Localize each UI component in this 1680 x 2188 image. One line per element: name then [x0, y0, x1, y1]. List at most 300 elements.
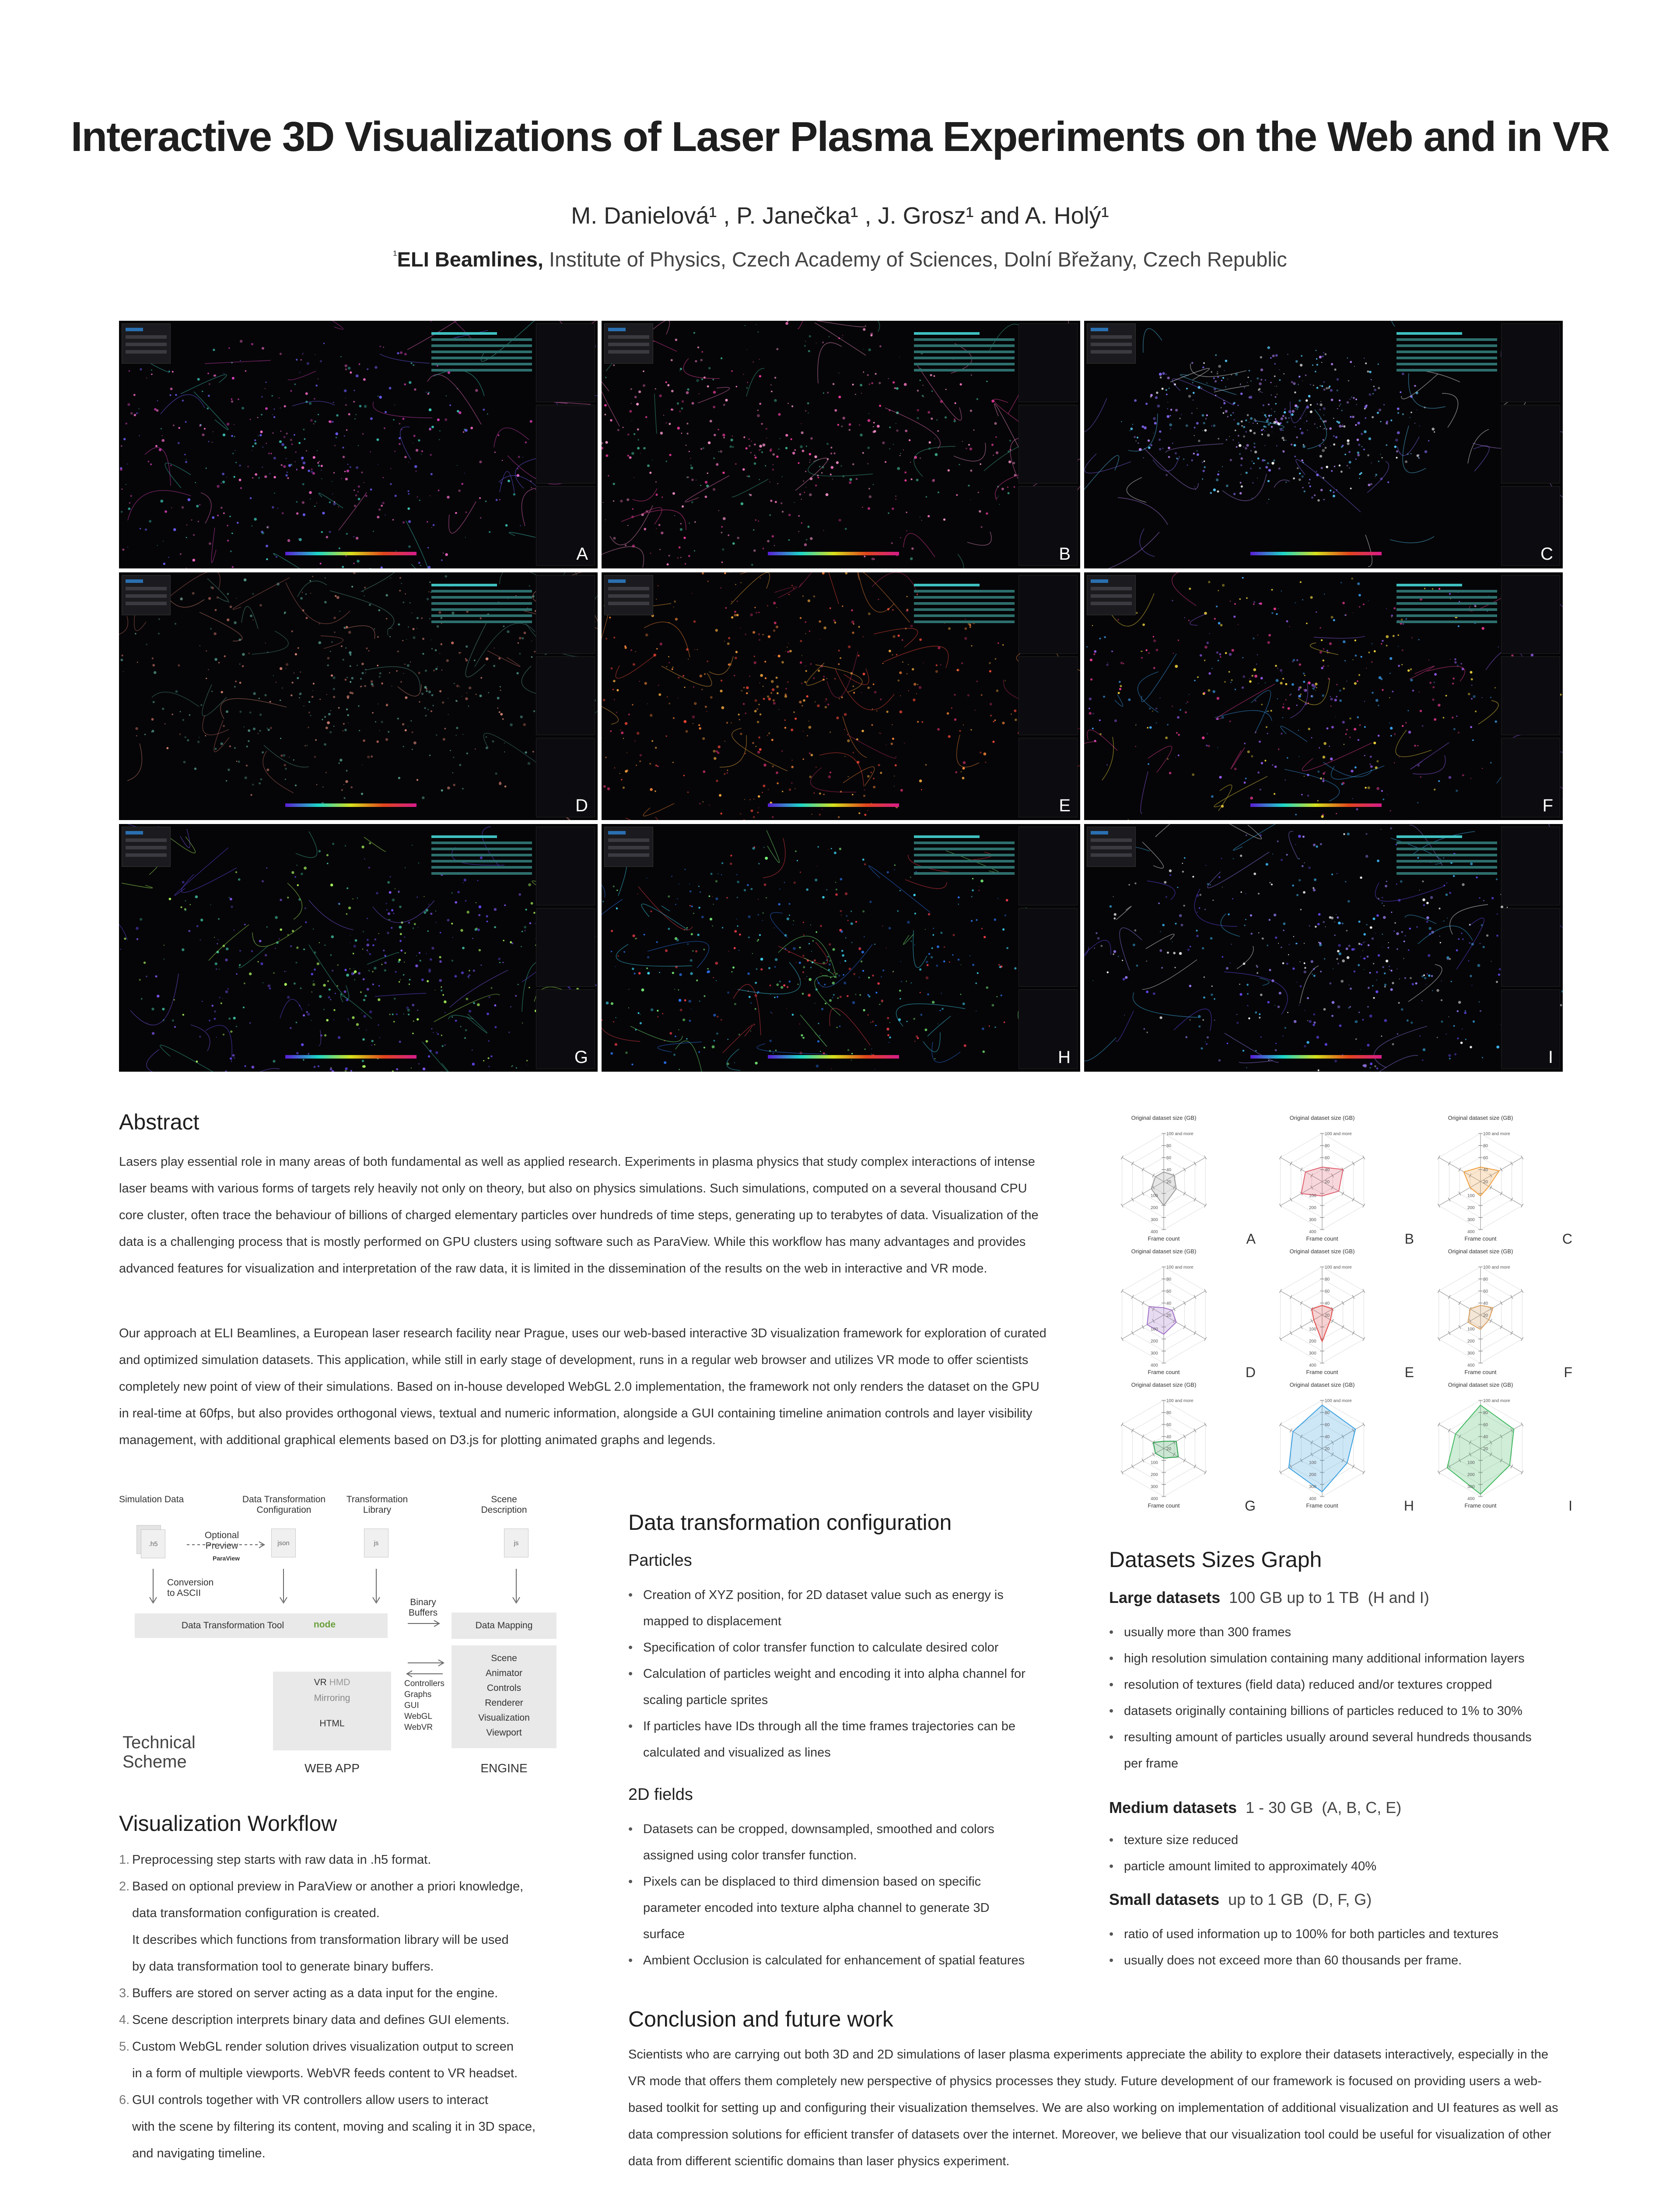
workflow-step-number: 4.	[119, 2013, 130, 2027]
medium-label: Medium datasets	[1109, 1799, 1237, 1816]
radar-tick-label: 100 and more	[1483, 1265, 1510, 1270]
info-title-line	[1396, 835, 1462, 838]
radar-axis-title-top: Original dataset size (GB)	[1289, 1115, 1355, 1121]
radar-axis-title-bottom: Frame count	[1148, 1502, 1180, 1509]
info-title-line	[914, 835, 980, 838]
info-text-line	[431, 369, 532, 372]
list-item: • usually more than 300 frames	[1109, 1619, 1568, 1645]
radar-chart-plot	[1256, 1245, 1414, 1381]
panel-gui-controls[interactable]	[122, 827, 171, 867]
orthogonal-view[interactable]	[1501, 908, 1560, 987]
gui-control-row[interactable]	[608, 335, 649, 339]
radar-tick-label: 100	[1467, 1193, 1475, 1199]
radar-tick-label: 40	[1166, 1301, 1172, 1306]
list-item: parameter encoded into texture alpha channel to generate 3D	[643, 1901, 990, 1915]
workflow-step-text: GUI controls together with VR controllers allow users to interact	[132, 2093, 488, 2107]
info-text-line	[914, 344, 1015, 347]
radar-chart	[1415, 1112, 1572, 1247]
web-app-interface: Controllers	[404, 1679, 444, 1688]
radar-tick-label: 100 and more	[1166, 1265, 1194, 1270]
gui-control-row[interactable]	[1091, 579, 1108, 583]
orthogonal-view[interactable]	[536, 827, 595, 905]
info-text-line	[914, 872, 1015, 875]
gui-control-row[interactable]	[1091, 587, 1132, 590]
visualization-panel[interactable]	[119, 572, 598, 820]
radar-chart-plot	[1415, 1245, 1572, 1381]
info-text-line	[1396, 608, 1497, 611]
info-text-line	[1396, 369, 1497, 372]
engine-component: Renderer	[485, 1698, 523, 1708]
info-text-line	[914, 608, 1015, 611]
radar-tick-label: 200	[1467, 1339, 1475, 1344]
radar-tick-label: 300	[1309, 1484, 1316, 1490]
radar-tick-label: 200	[1467, 1473, 1475, 1477]
radar-axis-title-top: Original dataset size (GB)	[1289, 1382, 1355, 1388]
info-text-line	[914, 848, 1015, 850]
panel-info-text	[914, 832, 1015, 878]
radar-tick-label: 400	[1151, 1497, 1158, 1501]
radar-tick-label: 100	[1467, 1460, 1475, 1466]
color-legend-bar	[768, 1055, 899, 1059]
radar-chart-plot	[1256, 1112, 1414, 1247]
workflow-step-number: 2.	[119, 1879, 130, 1893]
workflow-step	[119, 2007, 600, 2034]
gui-control-row[interactable]	[608, 343, 649, 346]
radar-tick-label: 60	[1483, 1156, 1488, 1161]
data-transformation-tool: Data Transformation Tool	[181, 1620, 284, 1630]
workflow-heading: Visualization Workflow	[119, 1811, 337, 1836]
gui-control-row[interactable]	[608, 838, 649, 842]
workflow-step-text: Preprocessing step starts with raw data in .h5 format.	[132, 1853, 431, 1867]
radar-chart-plot	[1098, 1378, 1256, 1514]
workflow-step	[119, 1953, 600, 1980]
gui-control-row[interactable]	[608, 587, 649, 590]
radar-tick-label: 100	[1467, 1327, 1475, 1332]
radar-tick-label: 200	[1309, 1473, 1316, 1477]
radar-axis-title-bottom: Frame count	[1306, 1235, 1338, 1242]
gui-control-row[interactable]	[1091, 831, 1108, 835]
radar-tick-label: 200	[1151, 1206, 1158, 1210]
fields-list	[628, 1816, 1088, 1974]
info-text-line	[431, 357, 532, 359]
radar-chart	[1415, 1378, 1572, 1514]
small-datasets-list	[1109, 1921, 1568, 1974]
gui-control-row[interactable]	[608, 846, 649, 849]
visualization-panel[interactable]	[1084, 321, 1563, 568]
radar-tick-label: 300	[1151, 1351, 1158, 1356]
info-title-line	[431, 332, 497, 335]
info-text-line	[1396, 338, 1497, 341]
info-text-line	[914, 596, 1015, 599]
visualization-panel[interactable]	[1084, 824, 1563, 1072]
radar-axis-title-top: Original dataset size (GB)	[1448, 1382, 1513, 1388]
info-text-line	[1396, 848, 1497, 850]
workflow-step-number: 6.	[119, 2093, 130, 2107]
radar-tick-label: 200	[1151, 1339, 1158, 1344]
orthogonal-view[interactable]	[536, 656, 595, 735]
radar-tick-label: 20	[1166, 1313, 1172, 1318]
engine-label: ENGINE	[480, 1761, 528, 1775]
technical-scheme-diagram	[119, 1490, 574, 1788]
radar-tick-label: 400	[1467, 1363, 1475, 1368]
workflow-step-number: 5.	[119, 2040, 130, 2054]
radar-tick-label: 200	[1309, 1339, 1316, 1344]
visualization-panel[interactable]	[1084, 572, 1563, 820]
orthogonal-view[interactable]	[536, 575, 595, 654]
panel-info-text	[914, 329, 1015, 375]
visualization-panel[interactable]	[119, 824, 598, 1072]
radar-chart-label: H	[1404, 1498, 1414, 1514]
orthogonal-view[interactable]	[1018, 827, 1078, 905]
list-item: calculated and visualized as lines	[643, 1746, 831, 1760]
radar-axis-title-top: Original dataset size (GB)	[1131, 1115, 1197, 1121]
orthogonal-view[interactable]	[536, 323, 595, 402]
gui-control-row[interactable]	[608, 831, 626, 835]
gui-control-row[interactable]	[1091, 838, 1132, 842]
panel-gui-controls[interactable]	[1087, 827, 1136, 867]
radar-tick-label: 100 and more	[1325, 1399, 1352, 1403]
radar-tick-label: 100	[1309, 1193, 1316, 1199]
web-app-interface: GUI	[404, 1701, 419, 1710]
abstract-paragraph-1: Lasers play essential role in many areas of both fundamental as well as applied research. Experiments in plasma physics that study complex interactions of intense laser beams with various forms of targets rely heavily not only on theory, but also on physics simulations. Such simulations, computed on a several thousand CPU core cluster, often trace the behaviour of billions of charged elementary particles over hundreds of time steps, generating up to terabytes of data. Visualization of the data is a challenging process that is mostly performed on GPU clusters using software such as ParaView. While this workflow has many advantages and provides advanced features for visualization and interpretation of the raw data, it is limited in the dissemination of the results on the web in interactive and VR mode.	[119, 1155, 1039, 1276]
info-text-line	[431, 344, 532, 347]
engine-component: Animator	[485, 1668, 523, 1678]
orthogonal-view[interactable]	[1018, 405, 1078, 484]
info-text-line	[431, 621, 532, 623]
radar-tick-label: 20	[1325, 1180, 1330, 1185]
gui-control-row[interactable]	[608, 853, 649, 857]
gui-control-row[interactable]	[126, 594, 167, 598]
info-text-line	[431, 363, 532, 365]
info-text-line	[431, 338, 532, 341]
info-text-line	[1396, 351, 1497, 353]
visualization-panel[interactable]	[119, 321, 598, 568]
radar-tick-label: 20	[1166, 1447, 1172, 1452]
radar-tick-label: 20	[1166, 1180, 1172, 1185]
radar-tick-label: 40	[1325, 1301, 1330, 1306]
info-text-line	[1396, 344, 1497, 347]
radar-chart-plot	[1256, 1378, 1414, 1514]
info-text-line	[431, 872, 532, 875]
info-text-line	[914, 351, 1015, 353]
gui-control-row[interactable]	[1091, 350, 1132, 354]
info-text-line	[431, 596, 532, 599]
gui-control-row[interactable]	[126, 350, 167, 354]
gui-control-row[interactable]	[1091, 343, 1132, 346]
gui-control-row[interactable]	[126, 831, 143, 835]
info-text-line	[914, 860, 1015, 863]
info-text-line	[914, 621, 1015, 623]
panel-gui-controls[interactable]	[604, 323, 653, 364]
info-text-line	[1396, 621, 1497, 623]
info-text-line	[1396, 866, 1497, 869]
binary-buffers-label: Binary Buffers	[408, 1597, 438, 1618]
color-legend-bar	[1250, 552, 1382, 555]
radar-tick-label: 20	[1483, 1180, 1488, 1185]
list-item: • ratio of used information up to 100% for both particles and textures	[1109, 1921, 1568, 1947]
radar-chart	[1256, 1378, 1414, 1514]
conclusion-text: Scientists who are carrying out both 3D and 2D simulations of laser plasma experiments appreciate the ability to explore their datasets interactively, especially in the VR mode that offers them completely new perspective of physics processes they study. Future development of our framework is focused on providing users a web-based toolkit for setting up and configuring their visualization themselves. We are also working on implementation of additional visualization and UI features as well as data compression solutions for efficient transfer of datasets over the internet. Moreover, we believe that our visualization tool could be useful for visualization of other data from different scientific domains than laser physics experiment.	[628, 2048, 1558, 2168]
panel-label: G	[574, 1048, 588, 1067]
radar-chart-label: A	[1246, 1231, 1256, 1247]
gui-control-row[interactable]	[1091, 328, 1108, 331]
affiliation-org: ELI Beamlines,	[397, 248, 543, 271]
orthogonal-view[interactable]	[1501, 323, 1560, 402]
visualization-panel[interactable]	[602, 572, 1080, 820]
radar-chart-plot	[1098, 1245, 1256, 1381]
gui-control-row[interactable]	[1091, 846, 1132, 849]
workflow-step	[119, 1900, 600, 1927]
panel-label: D	[575, 796, 588, 815]
web-app-label: WEB APP	[304, 1761, 360, 1775]
panel-gui-controls[interactable]	[1087, 323, 1136, 364]
gui-control-row[interactable]	[1091, 853, 1132, 857]
radar-tick-label: 80	[1325, 1143, 1330, 1149]
list-item: • Calculation of particles weight and encoding it into alpha channel for	[628, 1661, 1088, 1687]
radar-tick-label: 80	[1166, 1410, 1172, 1416]
radar-axis-title-top: Original dataset size (GB)	[1289, 1248, 1355, 1255]
radar-tick-label: 20	[1325, 1447, 1330, 1452]
dataset-size-radar-charts	[1098, 1112, 1572, 1514]
radar-tick-label: 400	[1467, 1230, 1475, 1234]
color-legend-bar	[768, 552, 899, 555]
radar-chart-plot	[1415, 1378, 1572, 1514]
radar-tick-label: 100 and more	[1325, 1265, 1352, 1270]
info-text-line	[1396, 872, 1497, 875]
panel-gui-controls[interactable]	[122, 323, 171, 364]
orthogonal-view[interactable]	[536, 908, 595, 987]
scene-js-file-icon: js	[504, 1529, 528, 1557]
list-item: scaling particle sprites	[643, 1693, 768, 1707]
gui-control-row[interactable]	[126, 838, 167, 842]
info-text-line	[431, 860, 532, 863]
info-title-line	[1396, 332, 1462, 335]
orthogonal-view[interactable]	[1018, 908, 1078, 987]
panel-gui-controls[interactable]	[122, 575, 171, 615]
radar-tick-label: 200	[1467, 1206, 1475, 1210]
info-text-line	[1396, 860, 1497, 863]
workflow-step-number: 1.	[119, 1853, 130, 1867]
gui-control-row[interactable]	[608, 328, 626, 331]
gui-control-row[interactable]	[608, 579, 626, 583]
author-list: M. Danielová¹ , P. Janečka¹ , J. Grosz¹ and A. Holý¹	[571, 203, 1109, 229]
radar-tick-label: 100	[1309, 1327, 1316, 1332]
gui-control-row[interactable]	[608, 602, 649, 605]
orthogonal-view[interactable]	[536, 405, 595, 484]
radar-tick-label: 100	[1151, 1193, 1158, 1199]
radar-tick-label: 80	[1483, 1143, 1488, 1149]
workflow-step-text: Buffers are stored on server acting as a data input for the engine.	[132, 1986, 498, 2000]
gui-control-row[interactable]	[126, 587, 167, 590]
abstract-paragraph-2: Our approach at ELI Beamlines, a European laser research facility near Prague, uses our web-based interactive 3D visualization framework for exploration of curated and optimized simulation datasets. This application, while still in early stage of development, runs in a regular web browser and utilizes VR mode to offer scientists completely new point of view of their simulations. Based on in-house developed WebGL 2.0 implementation, the framework not only renders the dataset on the GPU in real-time at 60fps, but also provides orthogonal views, textual and numeric information, alongside a GUI containing timeline animation controls and layer visibility management, with additional graphical elements based on D3.js for plotting animated graphs and legends.	[119, 1326, 1046, 1447]
panel-info-text	[914, 580, 1015, 627]
engine-component: Viewport	[486, 1728, 522, 1738]
gui-control-row[interactable]	[608, 350, 649, 354]
panel-info-text	[1396, 832, 1497, 878]
info-text-line	[914, 338, 1015, 341]
info-text-line	[1396, 357, 1497, 359]
panel-info-text	[431, 580, 532, 627]
visualization-panel[interactable]	[602, 321, 1080, 568]
panel-info-text	[1396, 580, 1497, 627]
info-text-line	[914, 842, 1015, 844]
list-item: mapped to displacement	[643, 1614, 781, 1628]
info-title-line	[914, 332, 980, 335]
engine-components	[452, 1651, 556, 1740]
vr-label: VR	[314, 1677, 327, 1687]
radar-tick-label: 300	[1309, 1351, 1316, 1356]
abstract-heading: Abstract	[119, 1110, 200, 1134]
radar-chart	[1098, 1245, 1256, 1381]
gui-control-row[interactable]	[1091, 335, 1132, 339]
gui-control-row[interactable]	[126, 579, 143, 583]
color-legend-bar	[285, 552, 416, 555]
radar-chart-plot	[1415, 1112, 1572, 1247]
info-text-line	[431, 854, 532, 856]
radar-chart	[1098, 1112, 1256, 1247]
workflow-step-text: and navigating timeline.	[132, 2146, 266, 2160]
info-text-line	[914, 602, 1015, 605]
radar-tick-label: 60	[1325, 1156, 1330, 1161]
scheme-transform-library: Transformation Library	[346, 1494, 408, 1515]
panel-label: B	[1059, 544, 1071, 564]
web-app-interface: WebGL	[404, 1712, 433, 1721]
orthogonal-view[interactable]	[1501, 827, 1560, 905]
panel-gui-controls[interactable]	[604, 575, 653, 615]
panel-label: A	[576, 544, 588, 564]
node-logo: node	[313, 1620, 336, 1630]
radar-tick-label: 400	[1309, 1230, 1316, 1234]
panel-gui-controls[interactable]	[1087, 575, 1136, 615]
radar-chart	[1098, 1378, 1256, 1514]
info-text-line	[1396, 590, 1497, 593]
small-ids: (D, F, G)	[1312, 1890, 1372, 1908]
list-item: • Ambient Occlusion is calculated for enhancement of spatial features	[628, 1947, 1088, 1974]
gui-control-row[interactable]	[126, 335, 167, 339]
panel-gui-controls[interactable]	[604, 827, 653, 867]
radar-tick-label: 100	[1151, 1460, 1158, 1466]
large-datasets-list	[1109, 1619, 1568, 1777]
visualization-panel[interactable]	[602, 824, 1080, 1072]
radar-chart-label: B	[1404, 1231, 1414, 1247]
color-legend-bar	[768, 803, 899, 807]
radar-tick-label: 300	[1151, 1484, 1158, 1490]
orthogonal-view[interactable]	[1018, 575, 1078, 654]
radar-tick-label: 400	[1467, 1497, 1475, 1501]
info-title-line	[1396, 584, 1462, 586]
web-app-interface: Graphs	[404, 1690, 432, 1699]
radar-tick-label: 80	[1325, 1410, 1330, 1416]
gui-control-row[interactable]	[126, 853, 167, 857]
radar-tick-label: 40	[1483, 1301, 1488, 1306]
workflow-step-text: Scene description interprets binary data and defines GUI elements.	[132, 2013, 510, 2027]
particles-heading: Particles	[628, 1551, 692, 1570]
list-item: • particle amount limited to approximately 40%	[1109, 1853, 1568, 1879]
info-text-line	[431, 848, 532, 850]
color-legend-bar	[285, 803, 416, 807]
list-item: • resolution of textures (field data) reduced and/or textures cropped	[1109, 1672, 1568, 1698]
panel-info-text	[431, 329, 532, 375]
radar-tick-label: 300	[1467, 1484, 1475, 1490]
radar-tick-label: 20	[1483, 1313, 1488, 1318]
gui-control-row[interactable]	[608, 594, 649, 598]
radar-axis-title-top: Original dataset size (GB)	[1131, 1382, 1197, 1388]
radar-axis-title-bottom: Frame count	[1464, 1235, 1497, 1242]
info-text-line	[914, 357, 1015, 359]
radar-axis-title-bottom: Frame count	[1148, 1369, 1180, 1375]
scheme-scene-description: Scene Description	[481, 1494, 527, 1515]
engine-component: Scene	[491, 1653, 517, 1663]
workflow-step	[119, 1980, 600, 2007]
orthogonal-view[interactable]	[1501, 575, 1560, 654]
radar-tick-label: 300	[1467, 1217, 1475, 1223]
affiliation-mark: ¹	[393, 248, 397, 262]
workflow-step-text: in a form of multiple viewports. WebVR feeds content to VR headset.	[132, 2066, 518, 2080]
gui-control-row[interactable]	[1091, 594, 1132, 598]
info-text-line	[1396, 854, 1497, 856]
radar-tick-label: 80	[1483, 1277, 1488, 1282]
gui-control-row[interactable]	[1091, 602, 1132, 605]
large-datasets-line	[1109, 1588, 1429, 1607]
gui-control-row[interactable]	[126, 846, 167, 849]
scheme-transform-config: Data Transformation Configuration	[242, 1494, 326, 1515]
color-legend-bar	[1250, 803, 1382, 807]
radar-tick-label: 40	[1166, 1168, 1172, 1173]
scheme-simulation-data: Simulation Data	[119, 1494, 184, 1504]
info-text-line	[431, 614, 532, 617]
radar-series-E	[1312, 1305, 1333, 1342]
technical-scheme-title: Technical Scheme	[122, 1733, 196, 1771]
gui-control-row[interactable]	[126, 602, 167, 605]
color-legend-bar	[285, 1055, 416, 1059]
panel-label: H	[1058, 1048, 1071, 1067]
list-item: per frame	[1124, 1757, 1179, 1771]
info-text-line	[1396, 363, 1497, 365]
mirroring-label: Mirroring	[314, 1693, 350, 1703]
radar-series-C	[1464, 1167, 1499, 1196]
small-datasets-line	[1109, 1890, 1372, 1909]
list-item: • datasets originally containing billions of particles reduced to 1% to 30%	[1109, 1698, 1568, 1724]
workflow-step-text: It describes which functions from transformation library will be used	[132, 1933, 509, 1947]
list-item: surface	[643, 1927, 685, 1941]
info-text-line	[914, 369, 1015, 372]
web-app-interface: WebVR	[404, 1723, 433, 1732]
radar-series-B	[1301, 1167, 1343, 1196]
gui-control-row[interactable]	[126, 328, 143, 331]
orthogonal-view[interactable]	[1018, 656, 1078, 735]
radar-tick-label: 100	[1151, 1327, 1158, 1332]
vr-hmd	[273, 1677, 391, 1688]
workflow-step	[119, 1847, 600, 1873]
panel-label: F	[1542, 796, 1553, 815]
orthogonal-view[interactable]	[1501, 405, 1560, 484]
radar-axis-title-bottom: Frame count	[1306, 1369, 1338, 1375]
radar-tick-label: 60	[1166, 1423, 1172, 1427]
orthogonal-view[interactable]	[1501, 656, 1560, 735]
radar-axis-title-bottom: Frame count	[1148, 1235, 1180, 1242]
orthogonal-view[interactable]	[1018, 323, 1078, 402]
sizes-heading: Datasets Sizes Graph	[1109, 1547, 1322, 1572]
radar-tick-label: 300	[1151, 1217, 1158, 1223]
info-text-line	[431, 608, 532, 611]
radar-tick-label: 200	[1151, 1473, 1158, 1477]
large-label: Large datasets	[1109, 1588, 1221, 1606]
gui-control-row[interactable]	[126, 343, 167, 346]
radar-tick-label: 40	[1483, 1168, 1488, 1173]
list-item: • resulting amount of particles usually around several hundreds thousands	[1109, 1724, 1568, 1750]
radar-chart	[1415, 1245, 1572, 1381]
workflow-step	[119, 2140, 600, 2167]
